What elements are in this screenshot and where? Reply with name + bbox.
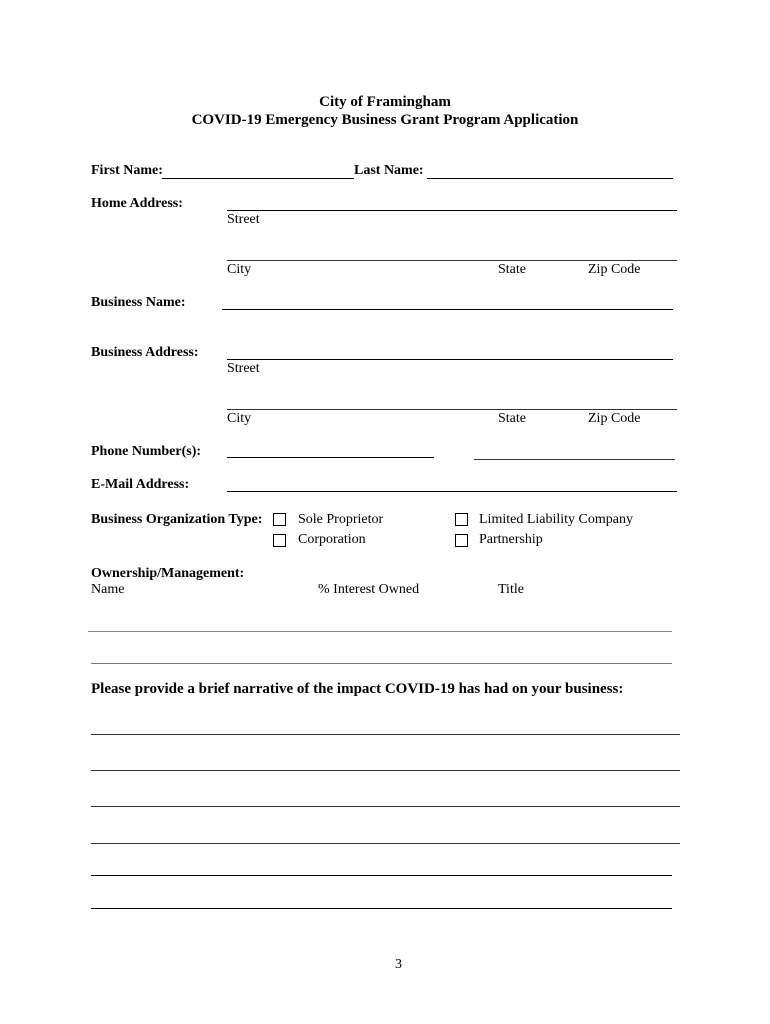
- narrative-line-1[interactable]: [91, 734, 680, 735]
- partnership-checkbox[interactable]: [455, 534, 468, 547]
- ownership-interest-column: % Interest Owned: [318, 582, 420, 597]
- phone-field-1[interactable]: [227, 457, 434, 458]
- last-name-field[interactable]: [427, 178, 673, 179]
- business-name-field[interactable]: [222, 309, 673, 310]
- home-address-label: Home Address:: [91, 196, 183, 211]
- corporation-label: Corporation: [298, 532, 366, 547]
- home-city-caption: City: [227, 262, 252, 277]
- home-city-state-zip-field[interactable]: [227, 260, 677, 261]
- org-type-label: Business Organization Type:: [91, 512, 263, 527]
- business-city-state-zip-field[interactable]: [227, 409, 677, 410]
- narrative-line-2[interactable]: [91, 770, 680, 771]
- ownership-title-column: Title: [498, 582, 524, 597]
- phone-label: Phone Number(s):: [91, 444, 202, 459]
- first-name-field[interactable]: [162, 178, 354, 179]
- first-name-label: First Name:: [91, 163, 163, 178]
- partnership-label: Partnership: [479, 532, 543, 547]
- business-state-caption: State: [498, 411, 526, 426]
- ownership-label: Ownership/Management:: [91, 566, 245, 581]
- email-label: E-Mail Address:: [91, 477, 190, 492]
- sole-proprietor-label: Sole Proprietor: [298, 512, 384, 527]
- business-city-caption: City: [227, 411, 252, 426]
- narrative-line-6[interactable]: [91, 908, 672, 909]
- ownership-name-column: Name: [91, 582, 125, 597]
- last-name-label: Last Name:: [354, 163, 424, 178]
- form-heading-city: City of Framingham: [319, 94, 451, 110]
- llc-checkbox[interactable]: [455, 513, 468, 526]
- business-address-label: Business Address:: [91, 345, 199, 360]
- home-street-caption: Street: [227, 212, 260, 227]
- corporation-checkbox[interactable]: [273, 534, 286, 547]
- home-zip-caption: Zip Code: [588, 262, 641, 277]
- narrative-prompt: Please provide a brief narrative of the impact COVID-19 has had on your business:: [91, 681, 624, 697]
- business-zip-caption: Zip Code: [588, 411, 641, 426]
- business-name-label: Business Name:: [91, 295, 186, 310]
- form-heading-title: COVID-19 Emergency Business Grant Program Application: [191, 112, 579, 128]
- narrative-line-3[interactable]: [91, 806, 680, 807]
- home-state-caption: State: [498, 262, 526, 277]
- ownership-entry-line-1[interactable]: [88, 631, 672, 632]
- llc-label: Limited Liability Company: [479, 512, 633, 527]
- ownership-entry-line-2[interactable]: [91, 663, 672, 664]
- page-number: 3: [395, 957, 402, 972]
- sole-proprietor-checkbox[interactable]: [273, 513, 286, 526]
- home-street-field[interactable]: [227, 210, 677, 211]
- phone-field-2[interactable]: [474, 459, 675, 460]
- narrative-line-4[interactable]: [91, 843, 680, 844]
- narrative-line-5[interactable]: [91, 875, 672, 876]
- business-street-field[interactable]: [227, 359, 673, 360]
- business-street-caption: Street: [227, 361, 260, 376]
- email-field[interactable]: [227, 491, 677, 492]
